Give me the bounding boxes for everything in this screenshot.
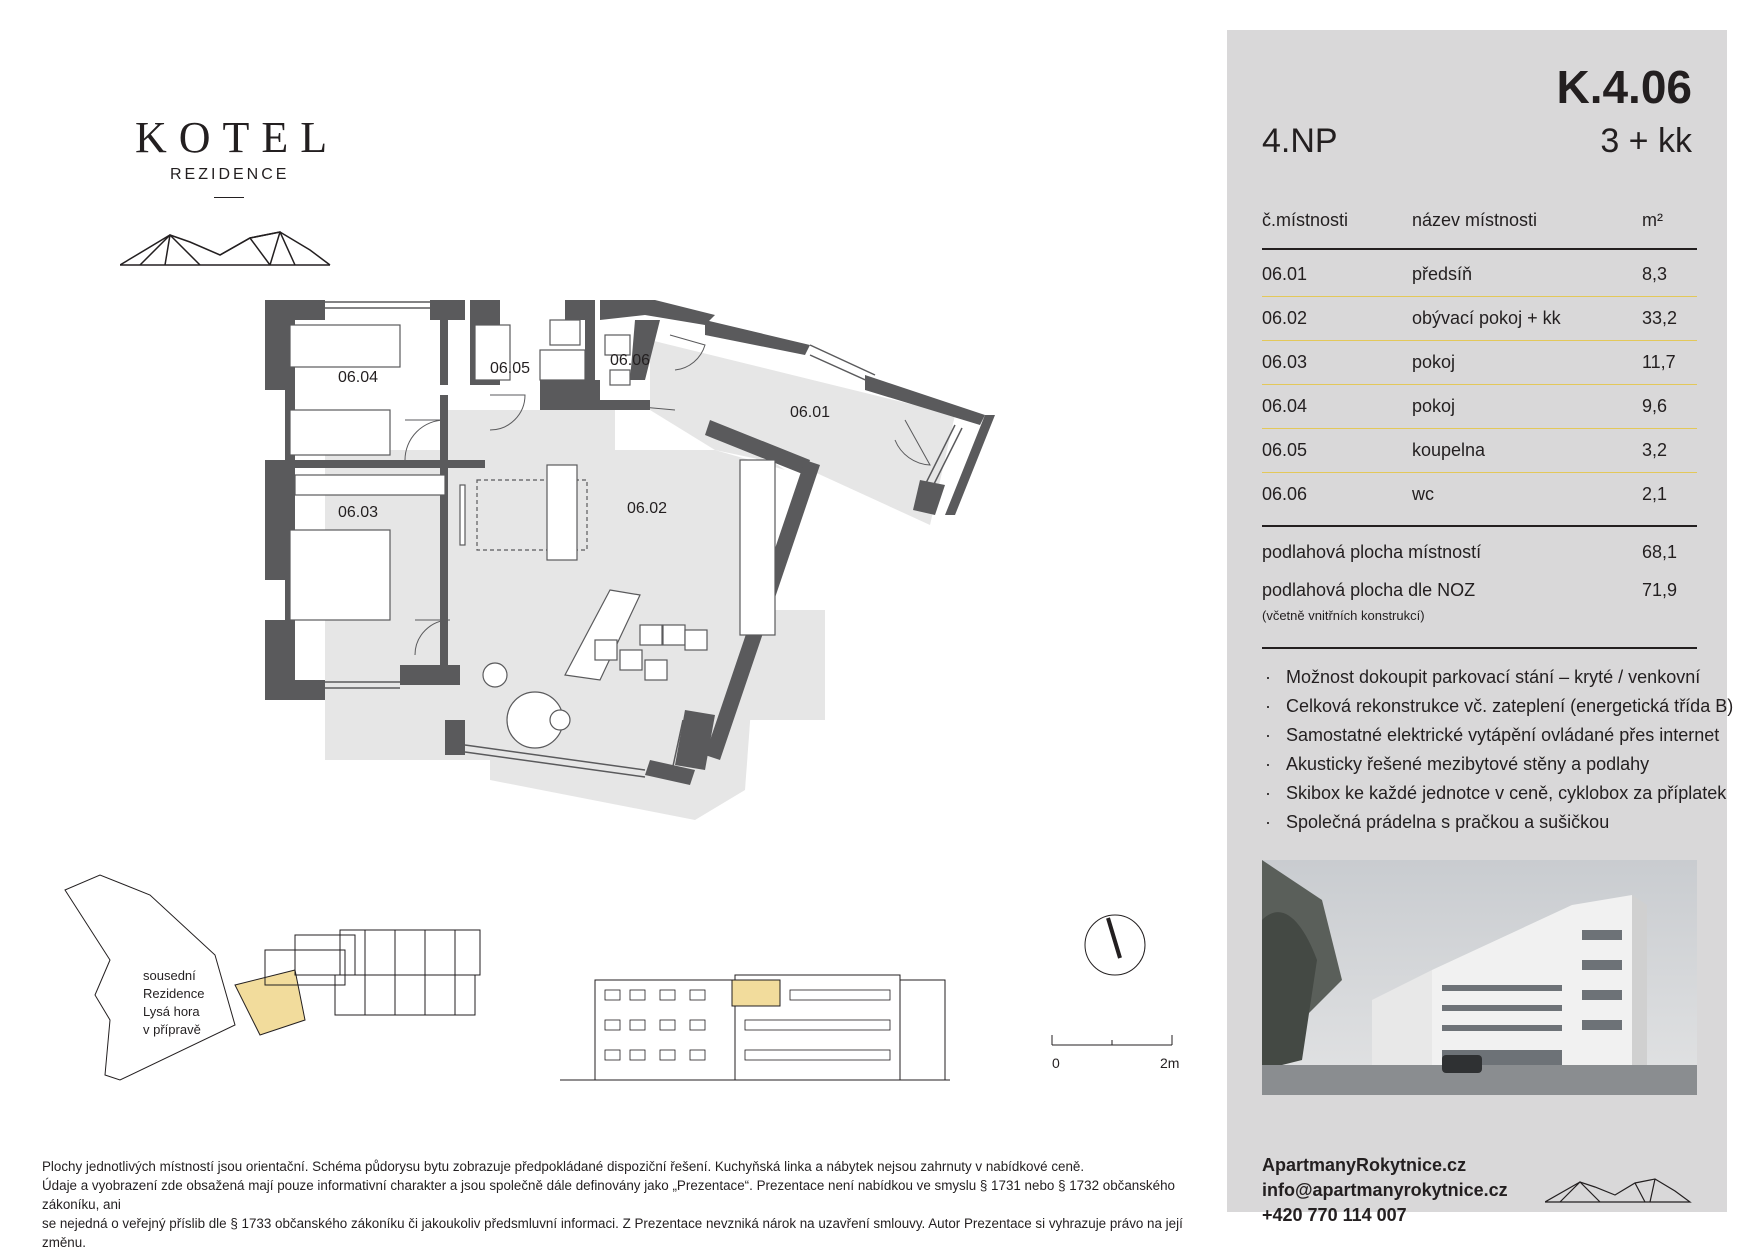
- unit-code: K.4.06: [1556, 61, 1692, 113]
- brand-logo-title: KOTEL: [135, 113, 340, 162]
- room-number: 06.01: [1262, 264, 1308, 284]
- room-name: předsíň: [1412, 264, 1473, 284]
- summary-rule: [1262, 525, 1697, 527]
- site-neighbor-line3: Lysá hora: [143, 1004, 200, 1019]
- disclaimer-line: Údaje a vyobrazení zde obsažená mají pouze informativní charakter a jsou společně dále definovány jako „Prezentace“. Prezentace není nabídkou ve smyslu § 1731 nebo § 1732 občanského zákoníku, ani: [42, 1178, 1175, 1212]
- room-number: 06.03: [1262, 352, 1308, 372]
- room-number: 06.06: [1262, 484, 1308, 504]
- building-elevation: [560, 965, 960, 1090]
- disclaimer-line: Plochy jednotlivých místností jsou orientační. Schéma půdorysu bytu zobrazuje předpokládané dispoziční řešení. Kuchyňská linka a nábytek nejsou zahrnuty v nabídkové ceně.: [42, 1159, 1085, 1174]
- features-rule: [1262, 647, 1697, 649]
- table-header-name: název místnosti: [1412, 210, 1538, 230]
- room-area: 33,2: [1642, 308, 1678, 328]
- room-area: 3,2: [1642, 440, 1668, 460]
- room-name: obývací pokoj + kk: [1412, 308, 1561, 328]
- feature-item: · Samostatné elektrické vytápění ovládané přes internet: [1262, 721, 1702, 750]
- room-name: pokoj: [1412, 396, 1456, 416]
- room-label-0602: 06.02: [627, 500, 668, 517]
- site-plan: [55, 870, 495, 1100]
- building-render-image: [1262, 860, 1697, 1095]
- room-label-0606: 06.06: [610, 352, 651, 369]
- mountains-small-logo-icon: [1545, 1177, 1695, 1207]
- table-row: [1262, 340, 1697, 385]
- noz-area-value: 71,9: [1642, 580, 1678, 600]
- floor-area-label: podlahová plocha místností: [1262, 542, 1482, 562]
- mountains-logo-icon: [120, 230, 340, 270]
- table-row: [1262, 472, 1697, 516]
- unit-type: 3 + kk: [1600, 122, 1692, 160]
- contact-email[interactable]: info@apartmanyrokytnice.cz: [1262, 1180, 1508, 1200]
- info-panel: [1227, 30, 1734, 1225]
- feature-item: · Společná prádelna s pračkou a sušičkou: [1262, 808, 1702, 837]
- room-name: koupelna: [1412, 440, 1486, 460]
- floor-area-value: 68,1: [1642, 542, 1678, 562]
- noz-area-note: (včetně vnitřních konstrukcí): [1262, 608, 1425, 623]
- room-area: 8,3: [1642, 264, 1668, 284]
- feature-item: · Skibox ke každé jednotce v ceně, cyklobox za příplatek: [1262, 779, 1702, 808]
- room-label-0605: 06.05: [490, 360, 531, 377]
- room-number: 06.05: [1262, 440, 1308, 460]
- features-list: [1262, 663, 1734, 837]
- room-label-0604: 06.04: [338, 369, 379, 386]
- logo-divider: [214, 197, 244, 198]
- table-header-area: m²: [1642, 210, 1663, 230]
- room-number: 06.04: [1262, 396, 1308, 416]
- brand-logo-subtitle: REZIDENCE: [170, 166, 290, 183]
- contact-phone[interactable]: +420 770 114 007: [1262, 1205, 1407, 1225]
- noz-area-label: podlahová plocha dle NOZ: [1262, 580, 1476, 600]
- table-row: [1262, 428, 1697, 473]
- disclaimer: [42, 1157, 1192, 1252]
- table-row: [1262, 384, 1697, 429]
- scale-end-label: 2m: [1160, 1055, 1180, 1071]
- room-label-0601: 06.01: [790, 404, 831, 421]
- scale-bar: [1050, 1030, 1180, 1050]
- contact-website[interactable]: ApartmanyRokytnice.cz: [1262, 1155, 1467, 1175]
- feature-item: · Akusticky řešené mezibytové stěny a podlahy: [1262, 750, 1702, 779]
- site-neighbor-line1: sousední: [143, 968, 196, 983]
- room-label-0603: 06.03: [338, 504, 379, 521]
- feature-item: · Celková rekonstrukce vč. zateplení (energetická třída B): [1262, 692, 1702, 721]
- room-name: wc: [1412, 484, 1434, 504]
- north-arrow-icon: [1080, 910, 1150, 980]
- floor-plan: [265, 300, 1125, 890]
- room-area: 2,1: [1642, 484, 1668, 504]
- disclaimer-line: se nejedná o veřejný příslib dle § 1733 občanského zákoníku či jakoukoliv předsmluvní informaci. Z Prezentace nevzniká nárok na uzavření smlouvy. Autor Prezentace si vyhrazuje právo na její změnu.: [42, 1216, 1183, 1250]
- table-header-rule: [1262, 248, 1697, 250]
- site-neighbor-line2: Rezidence: [143, 986, 205, 1001]
- scale-start-label: 0: [1052, 1055, 1060, 1071]
- room-area: 11,7: [1642, 352, 1676, 372]
- room-name: pokoj: [1412, 352, 1456, 372]
- site-neighbor-line4: v přípravě: [143, 1022, 201, 1037]
- table-header-number: č.místnosti: [1262, 210, 1349, 230]
- feature-item: · Možnost dokoupit parkovací stání – kryté / venkovní: [1262, 663, 1702, 692]
- unit-floor: 4.NP: [1262, 122, 1338, 160]
- room-number: 06.02: [1262, 308, 1308, 328]
- table-row: [1262, 252, 1697, 297]
- room-area: 9,6: [1642, 396, 1668, 416]
- table-row: [1262, 296, 1697, 341]
